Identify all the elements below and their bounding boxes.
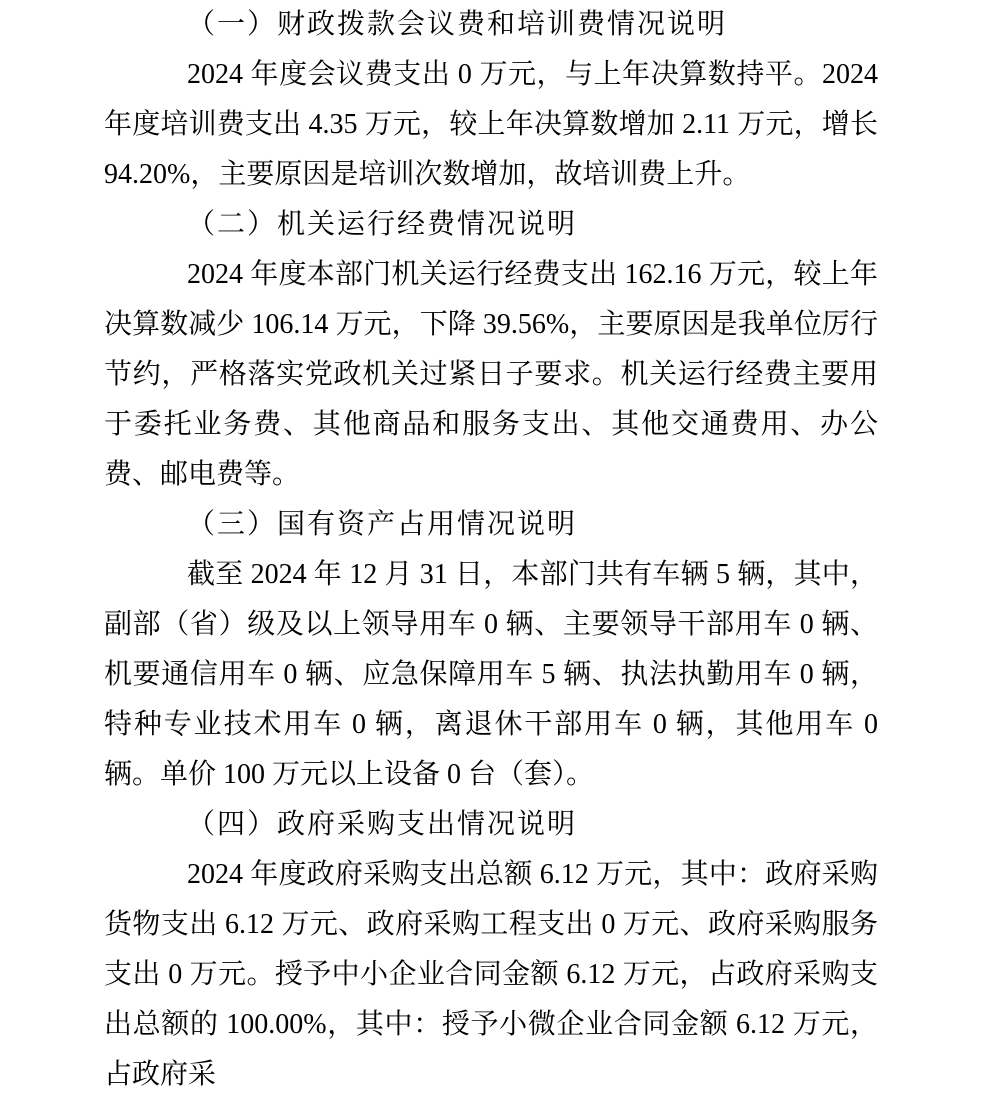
section-paragraph-agency-operating-expenses: 2024 年度本部门机关运行经费支出 162.16 万元，较上年决算数减少 106.14 万元，下降 39.56%，主要原因是我单位厉行节约，严格落实党政机关过紧日子要求。机关运行经费主要用于委托业务费、其他商品和服务支出、其他交通费用、办公费、邮电费等。 [104,259,878,490]
section-heading-state-owned-assets: （三）国有资产占用情况说明 [187,509,578,540]
section-paragraph-government-procurement: 2024 年度政府采购支出总额 6.12 万元，其中：政府采购货物支出 6.12 万元、政府采购工程支出 0 万元、政府采购服务支出 0 万元。授予中小企业合同金额 6.12 万元，占政府采购支出总额的 100.00%，其中：授予小微企业合同金额 6.12 万元，占政府采 [104,859,878,1090]
section-government-procurement [104,800,878,1100]
section-heading-agency-operating-expenses: （二）机关运行经费情况说明 [187,209,578,240]
section-agency-operating-expenses [104,200,878,500]
section-heading-meeting-training-fees: （一）财政拨款会议费和培训费情况说明 [187,9,728,40]
section-paragraph-meeting-training-fees: 2024 年度会议费支出 0 万元，与上年决算数持平。2024 年度培训费支出 4.35 万元，较上年决算数增加 2.11 万元，增长 94.20%，主要原因是培训次数增加，故培训费上升。 [104,59,878,190]
section-fiscal-meeting-training-fees [104,0,878,200]
section-heading-government-procurement: （四）政府采购支出情况说明 [187,809,578,840]
section-paragraph-state-owned-assets: 截至 2024 年 12 月 31 日，本部门共有车辆 5 辆，其中，副部（省）级及以上领导用车 0 辆、主要领导干部用车 0 辆、机要通信用车 0 辆、应急保障用车 5 辆、执法执勤用车 0 辆，特种专业技术用车 0 辆，离退休干部用车 0 辆，其他用车 0 辆。单价 100 万元以上设备 0 台（套）。 [104,559,878,790]
section-state-owned-assets [104,500,878,800]
